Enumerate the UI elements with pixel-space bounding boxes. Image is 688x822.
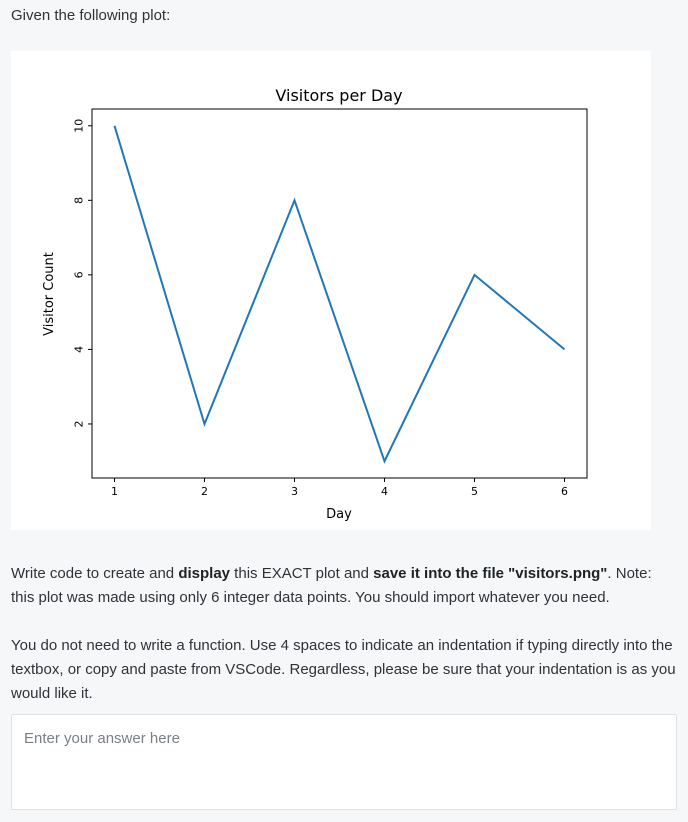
x-tick-label: 2 — [201, 485, 208, 498]
y-axis-ticks — [73, 119, 93, 428]
instruction-bold-save: save it into the file "visitors.png" — [373, 565, 608, 582]
instructions-paragraph — [11, 562, 679, 610]
x-tick-label: 5 — [471, 485, 478, 498]
x-tick-label: 1 — [111, 485, 118, 498]
question-intro: Given the following plot: — [11, 7, 171, 24]
x-tick-label: 3 — [291, 485, 298, 498]
y-tick-label: 10 — [72, 118, 86, 133]
x-tick-label: 4 — [381, 485, 388, 498]
plot-axes-frame — [92, 109, 587, 478]
plot-image — [11, 51, 651, 530]
answer-input[interactable] — [11, 714, 677, 810]
instruction-bold-display: display — [178, 565, 231, 582]
instruction-text-3: . Note: this plot was made using only 6 integer data points. You should import whatever you need. — [11, 565, 652, 606]
y-tick-label: 2 — [72, 420, 86, 428]
instruction-text-1: Write code to create and — [11, 565, 179, 582]
indentation-note: You do not need to write a function. Use 4 spaces to indicate an indentation if typing directly into the textbox, or copy and paste from VSCode. Regardless, please be sure that your indentation is as you would like it. — [11, 637, 676, 702]
y-tick-label: 8 — [72, 196, 86, 204]
visitors-line-chart — [11, 51, 651, 530]
instruction-text-2: this EXACT plot and — [230, 565, 374, 582]
chart-title: Visitors per Day — [275, 86, 403, 105]
y-axis-label: Visitor Count — [42, 252, 57, 336]
y-tick-label: 6 — [72, 271, 86, 279]
x-axis-ticks — [111, 478, 568, 498]
x-axis-label: Day — [326, 507, 352, 522]
y-tick-label: 4 — [72, 345, 86, 353]
x-tick-label: 6 — [561, 485, 568, 498]
